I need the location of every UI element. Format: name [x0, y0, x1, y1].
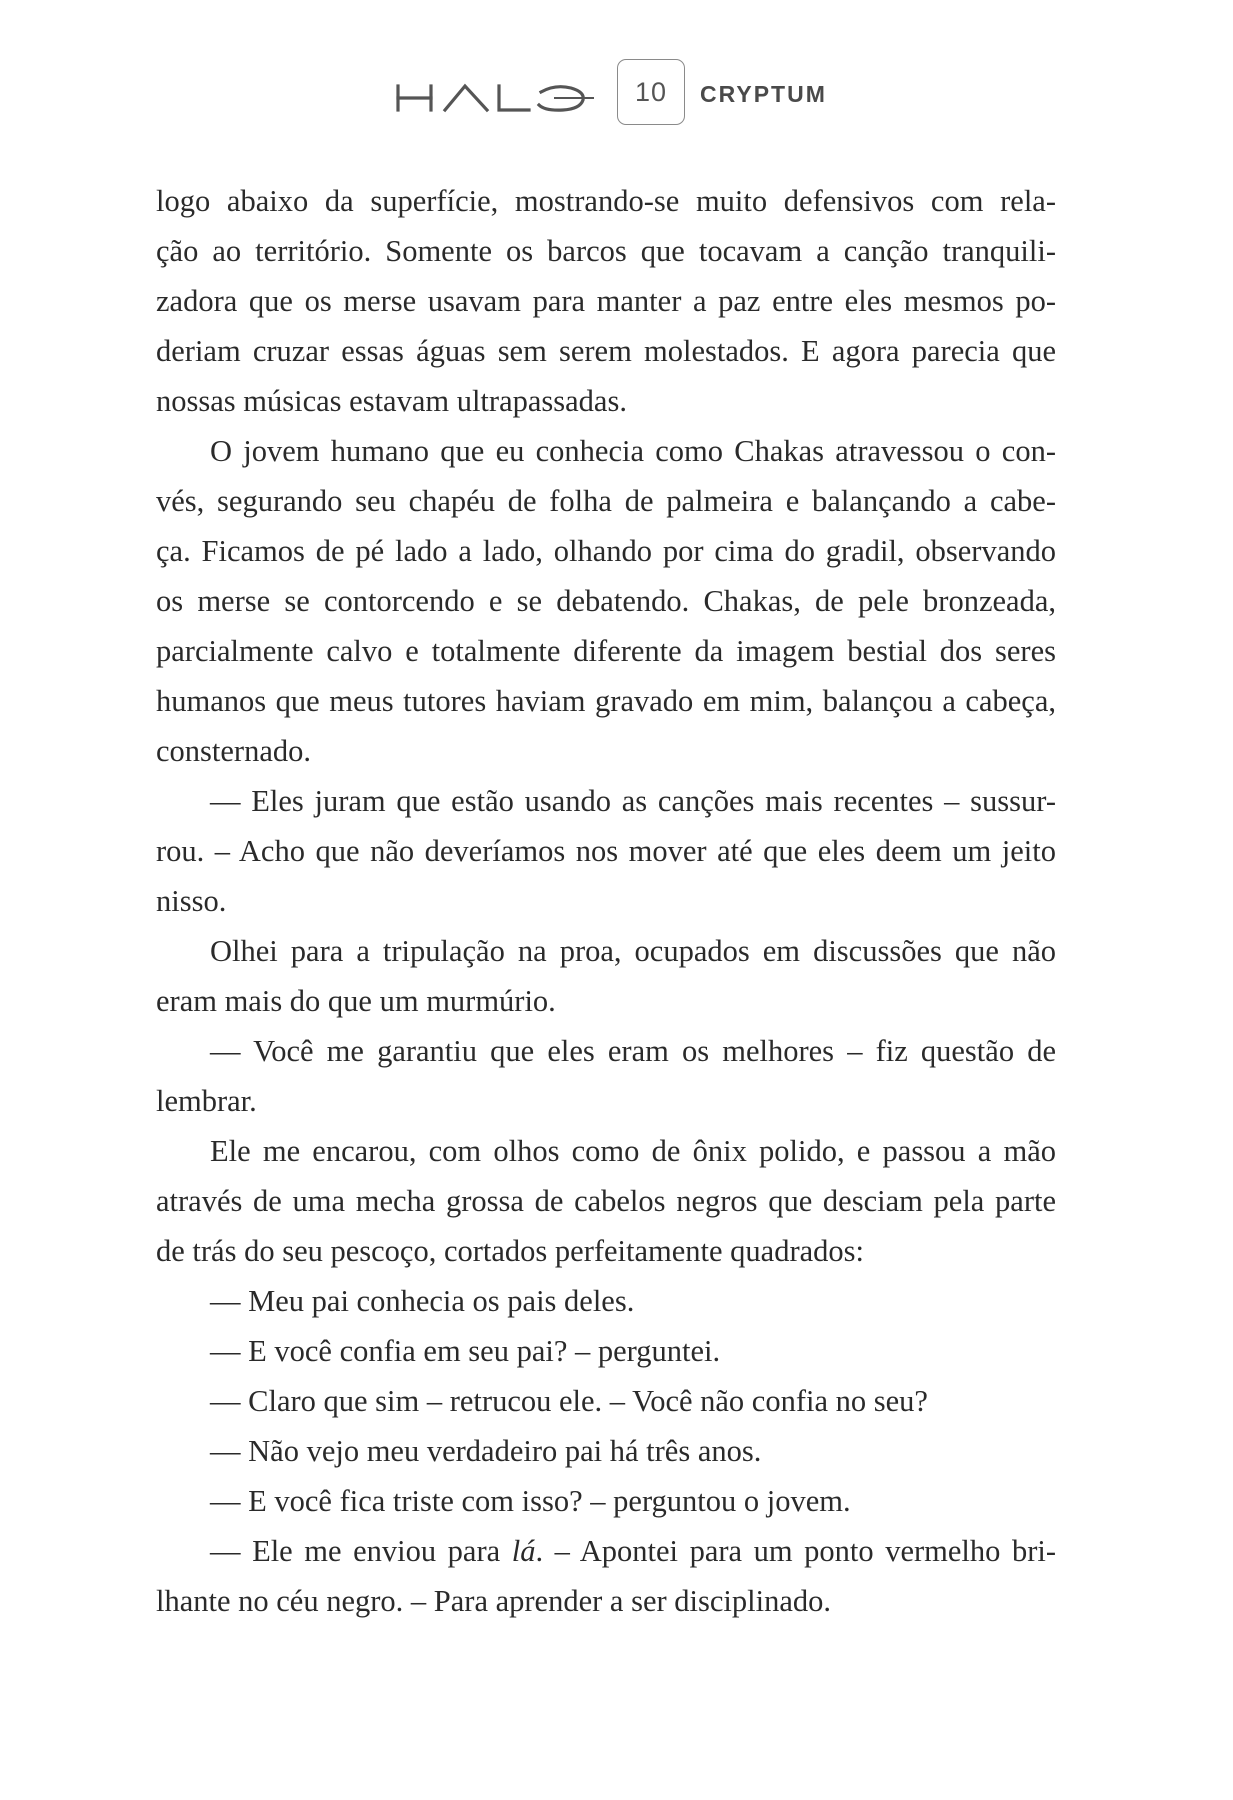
text-line: — E você fica triste com isso? – perguntou o jovem.	[210, 1484, 851, 1518]
text-line: logo abaixo da superfície, mostrando-se muito defensivos com rela-	[156, 184, 1056, 218]
text-line: humanos que meus tutores haviam gravado em mim, balançou a cabeça,	[156, 684, 1056, 718]
text-line: os merse se contorcendo e se debatendo. Chakas, de pele bronzeada,	[156, 584, 1056, 618]
text-line: Ele me encarou, com olhos como de ônix polido, e passou a mão	[210, 1134, 1056, 1168]
text-line: através de uma mecha grossa de cabelos negros que desciam pela parte	[156, 1184, 1056, 1218]
page-number: 10	[617, 59, 685, 125]
text-line: rou. – Acho que não deveríamos nos mover até que eles deem um jeito	[156, 834, 1056, 868]
text-line: de trás do seu pescoço, cortados perfeitamente quadrados:	[156, 1234, 865, 1268]
book-title: CRYPTUM	[700, 81, 827, 107]
text-line: — Eles juram que estão usando as canções mais recentes – sussur-	[210, 784, 1056, 818]
text-line: — Claro que sim – retrucou ele. – Você não confia no seu?	[210, 1384, 928, 1418]
text-line: deriam cruzar essas águas sem serem molestados. E agora parecia que	[156, 334, 1056, 368]
text-line: Olhei para a tripulação na proa, ocupados em discussões que não	[210, 934, 1056, 968]
text-segment: . – Apontei para um ponto vermelho bri-	[535, 1534, 1056, 1568]
text-line: — E você confia em seu pai? – perguntei.	[210, 1334, 721, 1368]
text-line: ção ao território. Somente os barcos que tocavam a canção tranquili-	[156, 234, 1056, 268]
text-line: — Não vejo meu verdadeiro pai há três anos.	[210, 1434, 762, 1468]
text-line: lembrar.	[156, 1084, 257, 1118]
text-line: eram mais do que um murmúrio.	[156, 984, 556, 1018]
text-line: nossas músicas estavam ultrapassadas.	[156, 384, 627, 418]
text-line: consternado.	[156, 734, 311, 768]
text-line: nisso.	[156, 884, 227, 918]
emphasized-word: lá	[511, 1534, 536, 1568]
text-segment: — Ele me enviou para	[210, 1534, 512, 1568]
text-line: O jovem humano que eu conhecia como Chakas atravessou o con-	[210, 434, 1056, 468]
text-line: vés, segurando seu chapéu de folha de palmeira e balançando a cabe-	[156, 484, 1056, 518]
text-line: — Você me garantiu que eles eram os melhores – fiz questão de	[210, 1034, 1056, 1068]
text-line: — Meu pai conhecia os pais deles.	[210, 1284, 635, 1318]
text-line: zadora que os merse usavam para manter a paz entre eles mesmos po-	[156, 284, 1056, 318]
text-line: lhante no céu negro. – Para aprender a ser disciplinado.	[156, 1584, 831, 1618]
running-header	[0, 55, 1233, 135]
body-text	[156, 176, 1056, 1626]
text-line	[156, 1526, 1056, 1576]
text-line: parcialmente calvo e totalmente diferente da imagem bestial dos seres	[156, 634, 1056, 668]
text-line: ça. Ficamos de pé lado a lado, olhando por cima do gradil, observando	[156, 534, 1056, 568]
halo-logo	[395, 80, 595, 114]
